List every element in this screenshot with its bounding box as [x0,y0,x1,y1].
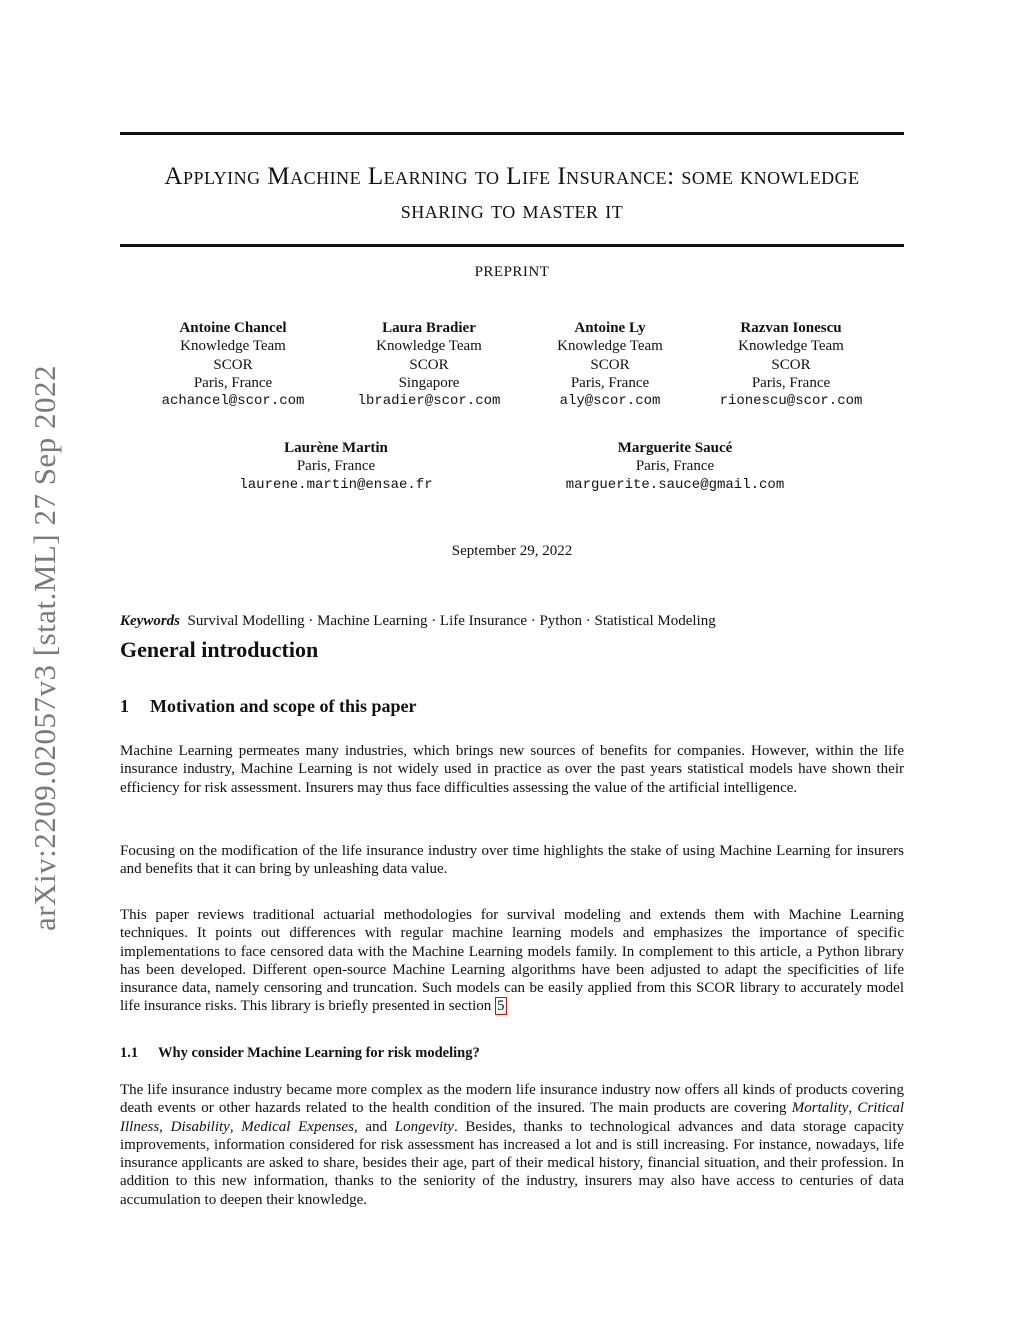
author-location: Paris, France [193,374,273,391]
keywords-list: Survival Modelling · Machine Learning · Life Insurance · Python · Statistical Modeling [187,613,716,629]
section-title: Motivation and scope of this paper [150,696,417,716]
author-name: Marguerite Saucé [617,440,733,456]
heading-general-introduction: General introduction [120,637,319,662]
author-location: Singapore [398,374,460,391]
author-email[interactable]: marguerite.sauce@gmail.com [565,476,785,493]
author-block [206,439,466,494]
author-name: Laurène Martin [284,440,388,456]
author-email[interactable]: rionescu@scor.com [719,393,863,410]
subsection-title: Why consider Machine Learning for risk modeling? [158,1045,480,1061]
paper-date: September 29, 2022 [451,543,573,559]
author-email[interactable]: aly@scor.com [559,393,661,410]
paragraph: The life insurance industry became more complex as the modern life insurance industry now offers all kinds of products covering death events or other hazards related to the health condition of the insured. The main products are covering Mortality, Critical Illness, Disability, Medical Expenses, and Longevity. Besides, thanks to technological advances and data storage capacity improvements, information considered for risk assessment has increased a lot and is still increasing. For instance, nowadays, life insurance applicants are asked to share, besides their age, part of their medical history, financial situation, and their profession. In addition to this new information, thanks to the seniority of the industry, insurers may also have access to centuries of data accumulation to deepen their knowledge. [120,1082,905,1208]
author-email[interactable]: achancel@scor.com [161,393,305,410]
paragraph: Machine Learning permeates many industries, which brings new sources of benefits for companies. However, within the life insurance industry, Machine Learning is not widely used in practice as over the past years statistical models have shown their efficiency for risk assessment. Insurers may thus face difficulties assessing the value of the artificial intelligence. [120,743,904,796]
author-name: Antoine Ly [574,320,646,336]
keywords-label: Keywords [120,613,180,629]
author-affiliation: Knowledge Team [738,338,844,355]
author-name: Razvan Ionescu [740,320,842,336]
author-affiliation: SCOR [771,356,811,373]
author-affiliation: Knowledge Team [557,338,663,355]
author-affiliation: Knowledge Team [376,338,482,355]
author-block [535,439,815,494]
arxiv-stamp: arXiv:2209.02057v3 [stat.ML] 27 Sep 2022 [27,365,62,931]
keywords [120,613,716,630]
author-location: Paris, France [570,374,650,391]
author-affiliation: SCOR [590,356,630,373]
section-number: 1 [120,696,129,716]
author-affiliation: SCOR [409,356,449,373]
paragraph-text: . Besides, thanks to technological advances and data storage capacity improvements, information considered for risk assessment has increased a lot and is still increasing. For instance, nowadays, life insurance applicants are asked to share, besides their age, part of their medical history, financial situation, and their profession. In addition to this new information, thanks to the seniority of the industry, insurers may also have access to centuries of data accumulation to deepen their knowledge. [120,1118,904,1208]
author-name: Antoine Chancel [179,320,287,336]
subsection-number: 1.1 [120,1045,139,1061]
subsection-heading [120,1045,480,1062]
paragraph-text: The life insurance industry became more complex as the modern life insurance industry now offers all kinds of products covering death events or other hazards related to the health condition of the insured. The main products are covering [120,1082,904,1117]
title-rule [120,244,904,247]
author-location: Paris, France [296,458,376,475]
product-term: Longevity [394,1118,454,1135]
product-term: Mortality [791,1100,849,1117]
top-rule [120,132,904,135]
author-location: Paris, France [751,374,831,391]
author-block [123,319,343,410]
author-block [681,319,901,410]
product-term: Disability [170,1118,230,1135]
preprint-label: PREPRINT [474,264,550,280]
paper-title: Applying Machine Learning to Life Insurance: some knowledge sharing to master it [164,163,860,224]
product-term: Critical Illness [120,1100,905,1135]
paragraph: Focusing on the modification of the life insurance industry over time highlights the stake of using Machine Learning for insurers and benefits that it can bring by unleashing data value. [120,843,904,878]
author-name: Laura Bradier [382,320,476,336]
product-term: Medical Expenses [241,1118,354,1135]
paragraph-text: This paper reviews traditional actuarial methodologies for survival modeling and extends them with Machine Learning techniques. It points out differences with regular machine learning models and emphasizes the importance of specific implementations to face censored data with the Machine Learning models family. In complement to this article, a Python library has been developed. Different open-source Machine Learning algorithms have been adjusted to adapt the specificities of life insurance data, namely censoring and truncation. Such models can be easily applied from this SCOR library to accurately model life insurance risks. This library is briefly presented in section [120,907,904,1015]
author-affiliation: SCOR [213,356,253,373]
section-heading [120,696,417,717]
author-affiliation: Knowledge Team [180,338,286,355]
paragraph [120,906,904,1016]
author-email[interactable]: laurene.martin@ensae.fr [239,476,433,493]
author-location: Paris, France [635,458,715,475]
author-email[interactable]: lbradier@scor.com [357,393,501,410]
section-reference-link[interactable]: 5 [497,998,505,1015]
